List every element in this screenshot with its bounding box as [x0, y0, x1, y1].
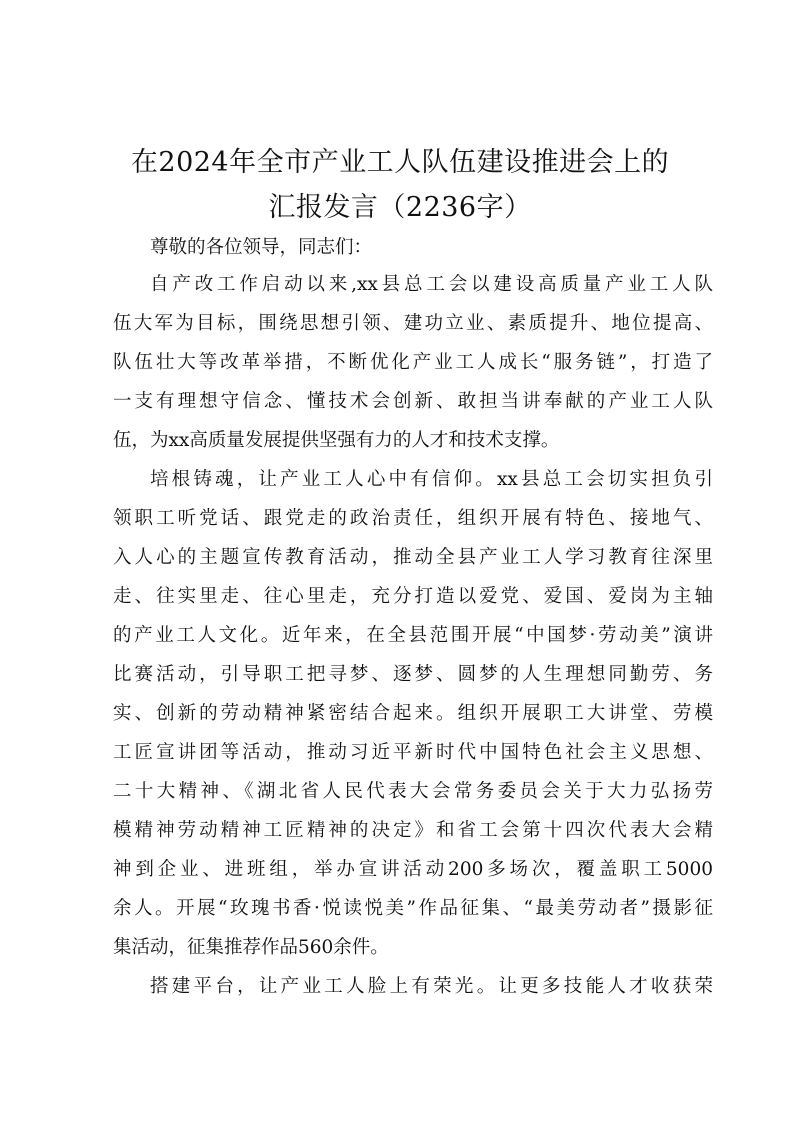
document-title-line-2: 汇报发言（2236字） [268, 192, 532, 223]
salutation: 尊敬的各位领导，同志们： [150, 237, 373, 258]
paragraph-line: 搭建平台，让产业工人脸上有荣光。让更多技能人才收获荣 [150, 976, 713, 997]
paragraph-line: 的产业工人文化。近年来，在全县范围开展“中国梦·劳动美”演讲 [113, 625, 713, 646]
paragraph-line: 自产改工作启动以来,xx县总工会以建设高质量产业工人队 [150, 274, 713, 295]
paragraph-line: 领职工听党话、跟党走的政治责任，组织开展有特色、接地气、 [113, 508, 713, 529]
paragraph-line: 余人。开展“玫瑰书香·悦读悦美”作品征集、“最美劳动者”摄影征 [113, 898, 713, 919]
paragraph-line: 伍，为xx高质量发展提供坚强有力的人才和技术支撑。 [113, 430, 560, 451]
paragraph-line: 实、创新的劳动精神紧密结合起来。组织开展职工大讲堂、劳模 [113, 703, 713, 724]
paragraph-line: 工匠宣讲团等活动，推动习近平新时代中国特色社会主义思想、 [113, 742, 713, 763]
paragraph-line: 队伍壮大等改革举措，不断优化产业工人成长“服务链”，打造了 [113, 352, 713, 373]
paragraph-line: 一支有理想守信念、懂技术会创新、敢担当讲奉献的产业工人队 [113, 391, 713, 412]
paragraph-line: 培根铸魂，让产业工人心中有信仰。xx县总工会切实担负引 [150, 469, 713, 490]
paragraph-line: 入人心的主题宣传教育活动，推动全县产业工人学习教育往深里 [113, 547, 713, 568]
paragraph-line: 集活动，征集推荐作品560余件。 [113, 937, 389, 958]
paragraph-line: 伍大军为目标，围绕思想引领、建功立业、素质提升、地位提高、 [113, 313, 713, 334]
paragraph-line: 比赛活动，引导职工把寻梦、逐梦、圆梦的人生理想同勤劳、务 [113, 664, 713, 685]
paragraph-line: 二十大精神、《湖北省人民代表大会常务委员会关于大力弘扬劳 [113, 781, 713, 802]
document-title-line-1: 在2024年全市产业工人队伍建设推进会上的 [130, 147, 670, 178]
paragraph-line: 模精神劳动精神工匠精神的决定》和省工会第十四次代表大会精 [113, 820, 713, 841]
paragraph-line: 走、往实里走、往心里走，充分打造以爱党、爱国、爱岗为主轴 [113, 586, 713, 607]
paragraph-line: 神到企业、进班组，举办宣讲活动200多场次，覆盖职工5000 [113, 859, 713, 880]
